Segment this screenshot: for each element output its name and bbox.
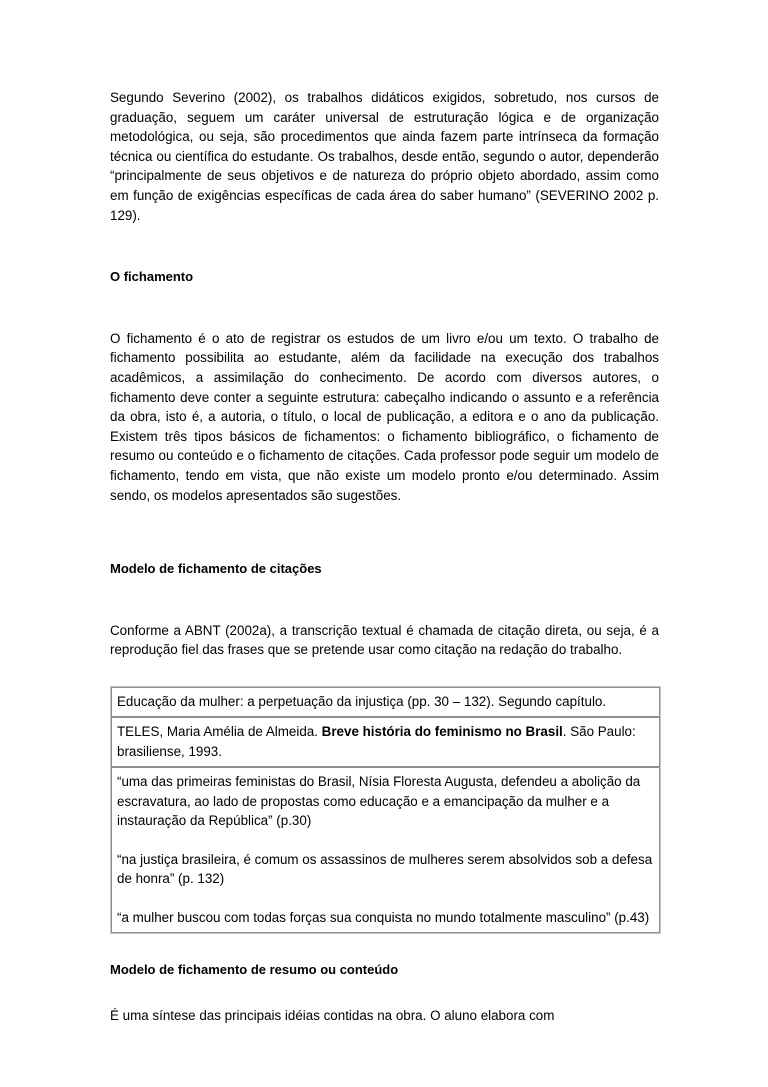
spacer <box>110 225 659 267</box>
spacer <box>110 287 659 329</box>
spacer <box>110 505 659 547</box>
spacer <box>110 980 659 1006</box>
table-row <box>111 687 660 717</box>
text-segment: “uma das primeiras feministas do Brasil, Nísia Floresta Augusta, defendeu a abolição da escravatura, ao lado de propostas como educação e a emancipação da mulher e a instauração da República” (p.30) <box>117 774 641 828</box>
spacer <box>110 660 659 686</box>
heading-modelo-resumo: Modelo de fichamento de resumo ou conteúdo <box>110 962 399 978</box>
text-segment: . São Paulo: brasiliense, 1993. <box>117 724 636 759</box>
table-cell-paragraph <box>117 692 654 711</box>
paragraph-resumo-intro: É uma síntese das principais idéias contidas na obra. O aluno elabora com <box>110 1007 555 1023</box>
paragraph-abnt-citacao-direta: Conforme a ABNT (2002a), a transcrição textual é chamada de citação direta, ou seja, é a reprodução fiel das frases que se pretende usar como citação na redação do trabalho. <box>110 622 659 658</box>
table-row <box>111 717 660 767</box>
table-cell-paragraph <box>117 850 654 889</box>
text-segment: Educação da mulher: a perpetuação da injustiça (pp. 30 – 132). Segundo capítulo. <box>117 693 607 709</box>
row-reference <box>111 717 660 767</box>
spacer <box>110 547 659 559</box>
document-content <box>110 88 659 1026</box>
text-segment: “na justiça brasileira, é comum os assassinos de mulheres serem absolvidos sob a defesa de honra” (p. 132) <box>117 851 653 887</box>
text-segment: TELES, Maria Amélia de Almeida. <box>117 724 322 740</box>
fichamento-citacoes-table <box>110 686 661 934</box>
table-body <box>111 687 660 933</box>
text-segment: “a mulher buscou com todas forças sua conquista no mundo totalmente masculino” (p.43) <box>117 909 650 925</box>
row-quotations <box>111 767 660 933</box>
spacer <box>110 579 659 621</box>
table-cell-paragraph <box>117 722 654 761</box>
heading-modelo-citacoes: Modelo de fichamento de citações <box>110 561 322 577</box>
bold-work-title: Breve história do feminismo no Brasil <box>321 724 563 740</box>
paragraph-fichamento-definicao: O fichamento é o ato de registrar os estudos de um livro e/ou um texto. O trabalho de fichamento possibilita ao estudante, além da facilidade na execução dos trabalhos acadêmicos, a assimilação do conhecimento. De acordo com diversos autores, o fichamento deve conter a seguinte estrutura: cabeçalho indicando o assunto e a referência da obra, isto é, a autoria, o título, o local de publicação, a editora e o ano da publicação. Existem três tipos básicos de fichamentos: o fichamento bibliográfico, o fichamento de resumo ou conteúdo e o fichamento de citações. Cada professor pode seguir um modelo de fichamento, tendo em vista, que não existe um modelo pronto e/ou determinado. Assim sendo, os modelos apresentados são sugestões. <box>110 330 659 503</box>
table-cell-paragraph <box>117 772 654 830</box>
heading-o-fichamento: O fichamento <box>110 269 194 285</box>
paragraph-severino: Segundo Severino (2002), os trabalhos didáticos exigidos, sobretudo, nos cursos de graduação, seguem um caráter universal de estruturação lógica e de organização metodológica, ou seja, são procedimentos que ainda fazem parte intrínseca da formação técnica ou científica do estudante. Os trabalhos, desde então, segundo o autor, dependerão “principalmente de seus objetivos e de natureza do próprio objeto abordado, assim como em função de exigências específicas de cada área do saber humano” (SEVERINO 2002 p. 129). <box>110 90 659 223</box>
table-row <box>111 767 660 933</box>
row-subject <box>111 687 660 717</box>
spacer <box>110 934 659 960</box>
table-cell-paragraph <box>117 908 654 927</box>
